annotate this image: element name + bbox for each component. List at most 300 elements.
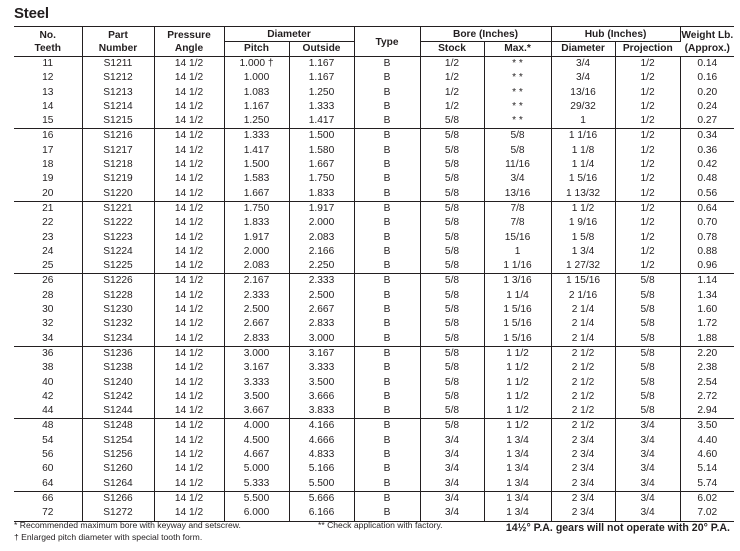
- page-title: Steel: [14, 5, 49, 22]
- cell-pitch-diameter: 1.333: [224, 129, 289, 144]
- cell-type: B: [354, 346, 420, 361]
- cell-outside-diameter: 3.167: [289, 346, 354, 361]
- cell-pitch-diameter: 4.500: [224, 434, 289, 448]
- cell-pitch-diameter: 3.333: [224, 376, 289, 390]
- cell-bore-max: 1: [484, 245, 551, 259]
- cell-hub-projection: 3/4: [615, 448, 680, 462]
- cell-hub-projection: 5/8: [615, 361, 680, 375]
- cell-part-number: S1212: [82, 71, 154, 85]
- cell-hub-projection: 1/2: [615, 100, 680, 114]
- cell-type: B: [354, 245, 420, 259]
- cell-hub-projection: 5/8: [615, 332, 680, 347]
- cell-weight: 2.38: [697, 362, 718, 374]
- cell-part-number: S1264: [82, 477, 154, 492]
- cell-type: B: [354, 158, 420, 172]
- cell-pressure-angle: 14 1/2: [154, 216, 224, 230]
- cell-pressure-angle: 14 1/2: [154, 477, 224, 492]
- cell-pitch-diameter: 1.500: [224, 158, 289, 172]
- cell-type: B: [354, 71, 420, 85]
- cell-outside-diameter: 2.667: [289, 303, 354, 317]
- cell-hub-diameter: 1 27/32: [551, 259, 615, 274]
- cell-type: B: [354, 390, 420, 404]
- cell-bore-stock: 1/2: [420, 57, 484, 72]
- cell-type: B: [354, 462, 420, 476]
- cell-hub-projection: 1/2: [615, 158, 680, 172]
- cell-part-number: S1226: [82, 274, 154, 289]
- cell-weight: 7.02: [697, 507, 718, 519]
- cell-teeth: 54: [14, 434, 82, 448]
- cell-bore-stock: 3/4: [420, 477, 484, 492]
- table-row: [14, 289, 734, 303]
- cell-teeth: 38: [14, 361, 82, 375]
- cell-bore-max: 7/8: [484, 216, 551, 230]
- cell-pitch-diameter: 5.000: [224, 462, 289, 476]
- cell-pressure-angle: 14 1/2: [154, 491, 224, 506]
- table-row: [14, 346, 734, 361]
- cell-part-number: S1266: [82, 491, 154, 506]
- table-row: [14, 506, 734, 521]
- cell-type: B: [354, 477, 420, 492]
- cell-part-number: S1223: [82, 231, 154, 245]
- cell-outside-diameter: 2.250: [289, 259, 354, 274]
- cell-bore-stock: 5/8: [420, 332, 484, 347]
- cell-outside-diameter: 2.500: [289, 289, 354, 303]
- cell-weight: 3.50: [680, 419, 734, 434]
- cell-pitch-diameter: 2.833: [224, 332, 289, 347]
- pressure-angle-note: 14½° P.A. gears will not operate with 20° P.A.: [505, 522, 730, 534]
- cell-part-number: S1217: [82, 144, 154, 158]
- cell-weight: 5.74: [697, 477, 718, 489]
- cell-type: B: [354, 259, 420, 274]
- cell-hub-projection: 3/4: [615, 477, 680, 492]
- cell-outside-diameter: 2.833: [289, 317, 354, 331]
- cell-teeth: 42: [14, 390, 82, 404]
- cell-teeth: 21: [14, 201, 82, 216]
- cell-hub-diameter: 1 3/4: [551, 245, 615, 259]
- cell-hub-diameter: 1 1/8: [551, 144, 615, 158]
- cell-pressure-angle: 14 1/2: [154, 303, 224, 317]
- cell-type: B: [354, 231, 420, 245]
- table-row: [14, 419, 734, 434]
- cell-hub-diameter: 2 3/4: [551, 506, 615, 521]
- cell-pressure-angle: 14 1/2: [154, 274, 224, 289]
- cell-bore-max: 1 1/2: [484, 390, 551, 404]
- cell-pressure-angle: 14 1/2: [154, 201, 224, 216]
- cell-pressure-angle: 14 1/2: [154, 71, 224, 85]
- cell-hub-diameter: 1 9/16: [551, 216, 615, 230]
- cell-bore-stock: 5/8: [420, 172, 484, 186]
- cell-teeth: 24: [14, 245, 82, 259]
- cell-bore-max: 1 3/16: [484, 274, 551, 289]
- cell-part-number: S1220: [82, 187, 154, 202]
- cell-bore-stock: 5/8: [420, 158, 484, 172]
- cell-pressure-angle: 14 1/2: [154, 289, 224, 303]
- cell-part-number: S1236: [82, 346, 154, 361]
- cell-weight: 1.60: [697, 304, 718, 316]
- cell-teeth: 60: [14, 462, 82, 476]
- cell-type: B: [354, 274, 420, 289]
- cell-weight: 1.72: [697, 318, 718, 330]
- cell-pitch-diameter: 2.667: [224, 317, 289, 331]
- cell-bore-stock: 1/2: [420, 100, 484, 114]
- cell-bore-stock: 5/8: [420, 201, 484, 216]
- cell-bore-max: 1 1/2: [484, 376, 551, 390]
- cell-teeth: 26: [14, 274, 82, 289]
- cell-hub-projection: 5/8: [615, 274, 680, 289]
- cell-pressure-angle: 14 1/2: [154, 506, 224, 521]
- header-bore: Bore (Inches): [420, 27, 551, 42]
- cell-teeth: 66: [14, 491, 82, 506]
- cell-weight: 1.14: [680, 274, 734, 289]
- cell-pitch-diameter: 1.250: [224, 114, 289, 129]
- table-row: [14, 129, 734, 144]
- cell-type: B: [354, 57, 420, 72]
- cell-hub-projection: 1/2: [615, 86, 680, 100]
- cell-type: B: [354, 376, 420, 390]
- cell-pressure-angle: 14 1/2: [154, 462, 224, 476]
- cell-hub-diameter: 1 1/2: [551, 201, 615, 216]
- cell-outside-diameter: 4.166: [289, 419, 354, 434]
- cell-pressure-angle: 14 1/2: [154, 419, 224, 434]
- cell-bore-max: * *: [484, 57, 551, 72]
- table-row: [14, 71, 734, 85]
- header-part-number: Part Number: [82, 27, 154, 57]
- table-row: [14, 57, 734, 72]
- cell-type: B: [354, 506, 420, 521]
- cell-teeth: 15: [14, 114, 82, 129]
- cell-weight: 2.54: [697, 376, 718, 388]
- cell-hub-diameter: 1 15/16: [551, 274, 615, 289]
- cell-bore-max: 11/16: [484, 158, 551, 172]
- cell-pitch-diameter: 1.583: [224, 172, 289, 186]
- cell-weight: 0.64: [680, 201, 734, 216]
- cell-type: B: [354, 404, 420, 419]
- table-row: [14, 274, 734, 289]
- cell-outside-diameter: 1.580: [289, 144, 354, 158]
- cell-hub-projection: 3/4: [615, 434, 680, 448]
- cell-bore-max: 1 5/16: [484, 317, 551, 331]
- cell-bore-stock: 5/8: [420, 144, 484, 158]
- cell-weight: 0.78: [697, 231, 718, 243]
- table-row: [14, 259, 734, 274]
- cell-teeth: 13: [14, 86, 82, 100]
- cell-bore-stock: 5/8: [420, 245, 484, 259]
- cell-type: B: [354, 114, 420, 129]
- cell-pressure-angle: 14 1/2: [154, 404, 224, 419]
- cell-outside-diameter: 3.666: [289, 390, 354, 404]
- cell-weight: 1.88: [697, 332, 718, 344]
- table-row: [14, 448, 734, 462]
- cell-bore-stock: 5/8: [420, 187, 484, 202]
- cell-hub-projection: 3/4: [615, 462, 680, 476]
- cell-weight: 5.14: [697, 463, 718, 475]
- cell-pressure-angle: 14 1/2: [154, 448, 224, 462]
- cell-bore-max: 1 3/4: [484, 506, 551, 521]
- cell-outside-diameter: 1.250: [289, 86, 354, 100]
- cell-pitch-diameter: 1.750: [224, 201, 289, 216]
- cell-hub-diameter: 2 1/2: [551, 361, 615, 375]
- cell-teeth: 56: [14, 448, 82, 462]
- table-row: [14, 216, 734, 230]
- cell-part-number: S1211: [82, 57, 154, 72]
- cell-pressure-angle: 14 1/2: [154, 86, 224, 100]
- cell-teeth: 34: [14, 332, 82, 347]
- cell-pressure-angle: 14 1/2: [154, 259, 224, 274]
- cell-part-number: S1215: [82, 114, 154, 129]
- cell-part-number: S1232: [82, 317, 154, 331]
- cell-hub-diameter: 1 5/16: [551, 172, 615, 186]
- table-row: [14, 404, 734, 419]
- cell-pitch-diameter: 1.167: [224, 100, 289, 114]
- cell-hub-projection: 3/4: [615, 491, 680, 506]
- cell-teeth: 28: [14, 289, 82, 303]
- cell-bore-stock: 1/2: [420, 71, 484, 85]
- cell-pitch-diameter: 2.167: [224, 274, 289, 289]
- cell-hub-projection: 1/2: [615, 144, 680, 158]
- header-pitch: Pitch: [224, 42, 289, 57]
- cell-bore-max: 3/4: [484, 172, 551, 186]
- table-row: [14, 317, 734, 331]
- table-header: [14, 27, 734, 57]
- cell-bore-stock: 5/8: [420, 390, 484, 404]
- cell-type: B: [354, 289, 420, 303]
- cell-type: B: [354, 448, 420, 462]
- cell-bore-max: 1 5/16: [484, 332, 551, 347]
- cell-weight: 2.20: [680, 346, 734, 361]
- cell-part-number: S1225: [82, 259, 154, 274]
- cell-weight: 0.20: [697, 86, 718, 98]
- cell-part-number: S1272: [82, 506, 154, 521]
- cell-hub-projection: 1/2: [615, 231, 680, 245]
- table-row: [14, 172, 734, 186]
- cell-outside-diameter: 2.166: [289, 245, 354, 259]
- cell-hub-diameter: 1 5/8: [551, 231, 615, 245]
- header-stock: Stock: [420, 42, 484, 57]
- cell-teeth: 14: [14, 100, 82, 114]
- table-body: [14, 57, 734, 522]
- cell-outside-diameter: 1.167: [289, 57, 354, 72]
- cell-part-number: S1238: [82, 361, 154, 375]
- cell-bore-stock: 5/8: [420, 274, 484, 289]
- cell-bore-max: * *: [484, 86, 551, 100]
- cell-hub-projection: 5/8: [615, 346, 680, 361]
- cell-bore-max: 7/8: [484, 201, 551, 216]
- cell-pressure-angle: 14 1/2: [154, 158, 224, 172]
- cell-hub-diameter: 29/32: [551, 100, 615, 114]
- cell-pressure-angle: 14 1/2: [154, 129, 224, 144]
- cell-teeth: 12: [14, 71, 82, 85]
- cell-hub-projection: 1/2: [615, 187, 680, 202]
- header-weight: Weight Lb. (Approx.): [681, 30, 734, 54]
- cell-bore-max: * *: [484, 100, 551, 114]
- cell-part-number: S1214: [82, 100, 154, 114]
- header-hub: Hub (Inches): [551, 27, 680, 42]
- cell-part-number: S1230: [82, 303, 154, 317]
- cell-bore-stock: 5/8: [420, 289, 484, 303]
- cell-part-number: S1221: [82, 201, 154, 216]
- cell-pitch-diameter: 1.667: [224, 187, 289, 202]
- cell-teeth: 17: [14, 144, 82, 158]
- cell-bore-max: 5/8: [484, 129, 551, 144]
- cell-pitch-diameter: 3.667: [224, 404, 289, 419]
- cell-outside-diameter: 4.833: [289, 448, 354, 462]
- cell-hub-diameter: 1 1/4: [551, 158, 615, 172]
- cell-teeth: 11: [14, 57, 82, 72]
- cell-hub-projection: 5/8: [615, 317, 680, 331]
- cell-hub-diameter: 2 3/4: [551, 434, 615, 448]
- table-row: [14, 332, 734, 347]
- cell-part-number: S1218: [82, 158, 154, 172]
- cell-type: B: [354, 187, 420, 202]
- cell-part-number: S1244: [82, 404, 154, 419]
- cell-bore-max: 1 1/2: [484, 346, 551, 361]
- cell-hub-projection: 1/2: [615, 57, 680, 72]
- cell-outside-diameter: 3.500: [289, 376, 354, 390]
- table-row: [14, 434, 734, 448]
- cell-outside-diameter: 1.333: [289, 100, 354, 114]
- cell-bore-max: 15/16: [484, 231, 551, 245]
- header-max-bore: Max.*: [484, 42, 551, 57]
- cell-weight: 0.27: [697, 115, 718, 127]
- cell-part-number: S1254: [82, 434, 154, 448]
- cell-pitch-diameter: 2.083: [224, 259, 289, 274]
- cell-type: B: [354, 317, 420, 331]
- cell-pressure-angle: 14 1/2: [154, 100, 224, 114]
- cell-weight: 0.34: [680, 129, 734, 144]
- cell-hub-diameter: 2 1/2: [551, 419, 615, 434]
- cell-pitch-diameter: 1.000 †: [224, 57, 289, 72]
- cell-bore-max: * *: [484, 71, 551, 85]
- cell-teeth: 44: [14, 404, 82, 419]
- cell-hub-diameter: 2 3/4: [551, 477, 615, 492]
- cell-pressure-angle: 14 1/2: [154, 317, 224, 331]
- cell-outside-diameter: 1.167: [289, 71, 354, 85]
- cell-hub-projection: 1/2: [615, 114, 680, 129]
- table-row: [14, 462, 734, 476]
- table-row: [14, 231, 734, 245]
- cell-hub-diameter: 1 1/16: [551, 129, 615, 144]
- steel-gear-table: [14, 26, 734, 522]
- cell-outside-diameter: 2.000: [289, 216, 354, 230]
- cell-hub-diameter: 1 13/32: [551, 187, 615, 202]
- cell-part-number: S1260: [82, 462, 154, 476]
- cell-pressure-angle: 14 1/2: [154, 361, 224, 375]
- cell-hub-diameter: 2 1/2: [551, 346, 615, 361]
- cell-teeth: 16: [14, 129, 82, 144]
- table-row: [14, 100, 734, 114]
- header-projection: Projection: [615, 42, 680, 57]
- cell-weight: 0.48: [697, 173, 718, 185]
- cell-pitch-diameter: 5.500: [224, 491, 289, 506]
- cell-type: B: [354, 419, 420, 434]
- cell-outside-diameter: 6.166: [289, 506, 354, 521]
- header-pressure-angle: Pressure Angle: [154, 27, 224, 57]
- cell-hub-diameter: 2 1/2: [551, 376, 615, 390]
- footnote-enlarged-pitch: † Enlarged pitch diameter with special tooth form.: [14, 532, 203, 542]
- cell-part-number: S1228: [82, 289, 154, 303]
- cell-outside-diameter: 2.083: [289, 231, 354, 245]
- cell-pitch-diameter: 4.000: [224, 419, 289, 434]
- cell-outside-diameter: 3.333: [289, 361, 354, 375]
- table-row: [14, 376, 734, 390]
- cell-type: B: [354, 303, 420, 317]
- cell-hub-projection: 5/8: [615, 404, 680, 419]
- cell-pitch-diameter: 1.000: [224, 71, 289, 85]
- cell-bore-stock: 5/8: [420, 404, 484, 419]
- table-row: [14, 477, 734, 492]
- cell-teeth: 64: [14, 477, 82, 492]
- cell-hub-diameter: 2 1/16: [551, 289, 615, 303]
- cell-hub-projection: 1/2: [615, 259, 680, 274]
- cell-part-number: S1256: [82, 448, 154, 462]
- cell-weight: 2.94: [697, 405, 718, 417]
- cell-pressure-angle: 14 1/2: [154, 434, 224, 448]
- cell-pitch-diameter: 1.833: [224, 216, 289, 230]
- cell-part-number: S1213: [82, 86, 154, 100]
- cell-teeth: 22: [14, 216, 82, 230]
- cell-hub-projection: 5/8: [615, 376, 680, 390]
- cell-bore-max: 1 3/4: [484, 491, 551, 506]
- table-row: [14, 491, 734, 506]
- cell-pitch-diameter: 1.917: [224, 231, 289, 245]
- cell-part-number: S1234: [82, 332, 154, 347]
- cell-teeth: 23: [14, 231, 82, 245]
- cell-type: B: [354, 86, 420, 100]
- cell-pitch-diameter: 4.667: [224, 448, 289, 462]
- cell-bore-max: 1 1/4: [484, 289, 551, 303]
- cell-part-number: S1216: [82, 129, 154, 144]
- cell-weight: 0.70: [697, 217, 718, 229]
- cell-pressure-angle: 14 1/2: [154, 114, 224, 129]
- cell-teeth: 19: [14, 172, 82, 186]
- cell-pitch-diameter: 2.333: [224, 289, 289, 303]
- cell-weight: 0.36: [697, 144, 718, 156]
- header-diameter: Diameter: [224, 27, 354, 42]
- cell-part-number: S1248: [82, 419, 154, 434]
- cell-weight: 0.96: [697, 260, 718, 272]
- cell-teeth: 40: [14, 376, 82, 390]
- cell-outside-diameter: 1.667: [289, 158, 354, 172]
- cell-type: B: [354, 201, 420, 216]
- cell-hub-projection: 1/2: [615, 201, 680, 216]
- table-row: [14, 390, 734, 404]
- cell-hub-projection: 1/2: [615, 216, 680, 230]
- cell-pitch-diameter: 3.167: [224, 361, 289, 375]
- cell-pressure-angle: 14 1/2: [154, 390, 224, 404]
- cell-teeth: 18: [14, 158, 82, 172]
- cell-teeth: 20: [14, 187, 82, 202]
- table-row: [14, 201, 734, 216]
- cell-outside-diameter: 3.833: [289, 404, 354, 419]
- header-hub-diameter: Diameter: [551, 42, 615, 57]
- cell-hub-projection: 1/2: [615, 245, 680, 259]
- cell-hub-projection: 5/8: [615, 303, 680, 317]
- cell-hub-projection: 1/2: [615, 129, 680, 144]
- cell-outside-diameter: 4.666: [289, 434, 354, 448]
- table-row: [14, 303, 734, 317]
- cell-part-number: S1222: [82, 216, 154, 230]
- cell-part-number: S1224: [82, 245, 154, 259]
- cell-pitch-diameter: 1.417: [224, 144, 289, 158]
- cell-pressure-angle: 14 1/2: [154, 172, 224, 186]
- cell-bore-max: 1 3/4: [484, 448, 551, 462]
- cell-type: B: [354, 100, 420, 114]
- cell-bore-stock: 5/8: [420, 419, 484, 434]
- cell-weight: 0.14: [697, 58, 718, 69]
- cell-bore-stock: 5/8: [420, 114, 484, 129]
- cell-hub-projection: 3/4: [615, 506, 680, 521]
- footnote-max-bore: * Recommended maximum bore with keyway and setscrew.: [14, 520, 241, 530]
